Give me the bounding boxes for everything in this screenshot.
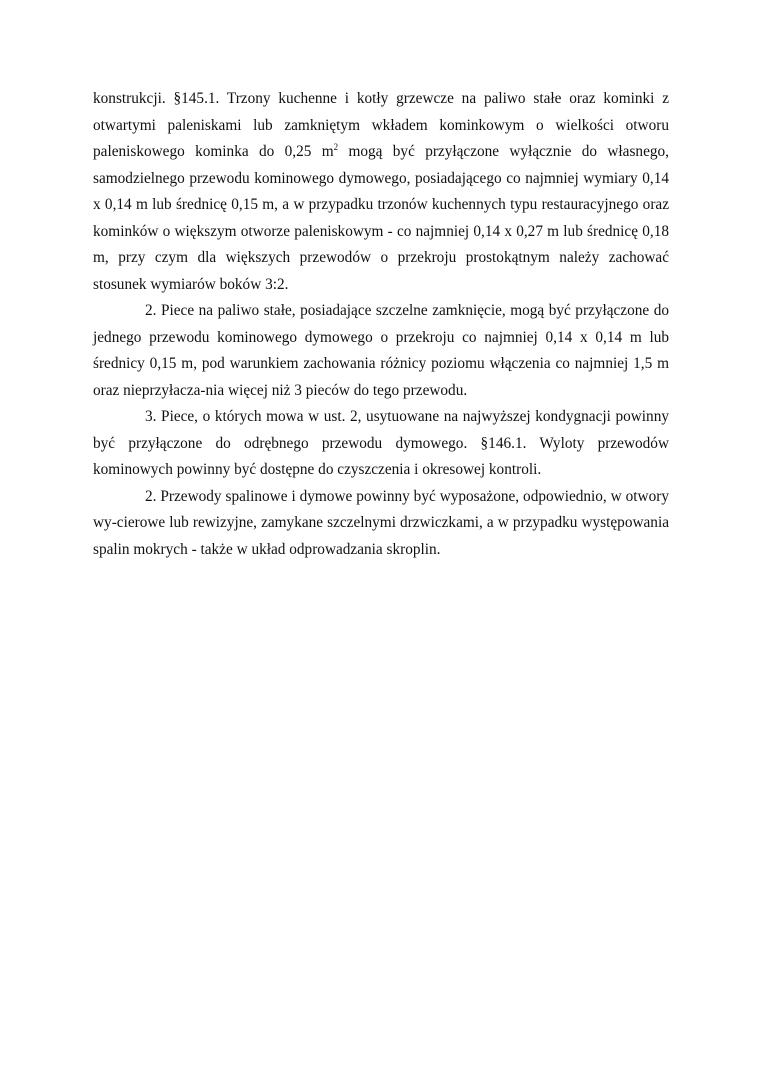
paragraph-145-3: 3. Piece, o których mowa w ust. 2, usytuowane na najwyższej kondygnacji powinny być przyłączone do odrębnego przewodu dymowego. §146.1. Wyloty przewodów kominowych powinny być dostępne do czyszczenia i okresowej kontroli.	[93, 408, 669, 478]
superscript: 2	[333, 142, 339, 152]
paragraph-text: konstrukcji. §145.1. Trzony kuchenne i kotły grzewcze na paliwo stałe oraz kominki z otwartymi paleniskami lub zamkniętym wkładem kominkowym o wielkości otworu paleniskowego kominka do 0,25 m	[93, 90, 669, 160]
paragraph-145-1	[93, 86, 669, 298]
document-body	[93, 86, 669, 563]
paragraph-146-2: 2. Przewody spalinowe i dymowe powinny być wyposażone, odpowiednio, w otwory wy-cierowe lub rewizyjne, zamykane szczelnymi drzwiczkami, a w przypadku występowania spalin mokrych - także w układ odprowadzania skroplin.	[93, 487, 669, 558]
paragraph-145-2: 2. Piece na paliwo stałe, posiadające szczelne zamknięcie, mogą być przyłączone do jednego przewodu kominowego dymowego o przekroju co najmniej 0,14 x 0,14 m lub średnicy 0,15 m, pod warunkiem zachowania różnicy poziomu włączenia co najmniej 1,5 m oraz nieprzyłacza-nia więcej niż 3 pieców do tego przewodu.	[93, 302, 669, 399]
paragraph-text: mogą być przyłączone wyłącznie do własnego, samodzielnego przewodu kominowego dymowego, posiadającego co najmniej wymiary 0,14 x 0,14 m lub średnicę 0,15 m, a w przypadku trzonów kuchennych typu restauracyjnego oraz kominków o większym otworze paleniskowym - co najmniej 0,14 x 0,27 m lub średnicę 0,18 m, przy czym dla większych przewodów o przekroju prostokątnym należy zachować stosunek wymiarów boków 3:2.	[93, 143, 669, 293]
